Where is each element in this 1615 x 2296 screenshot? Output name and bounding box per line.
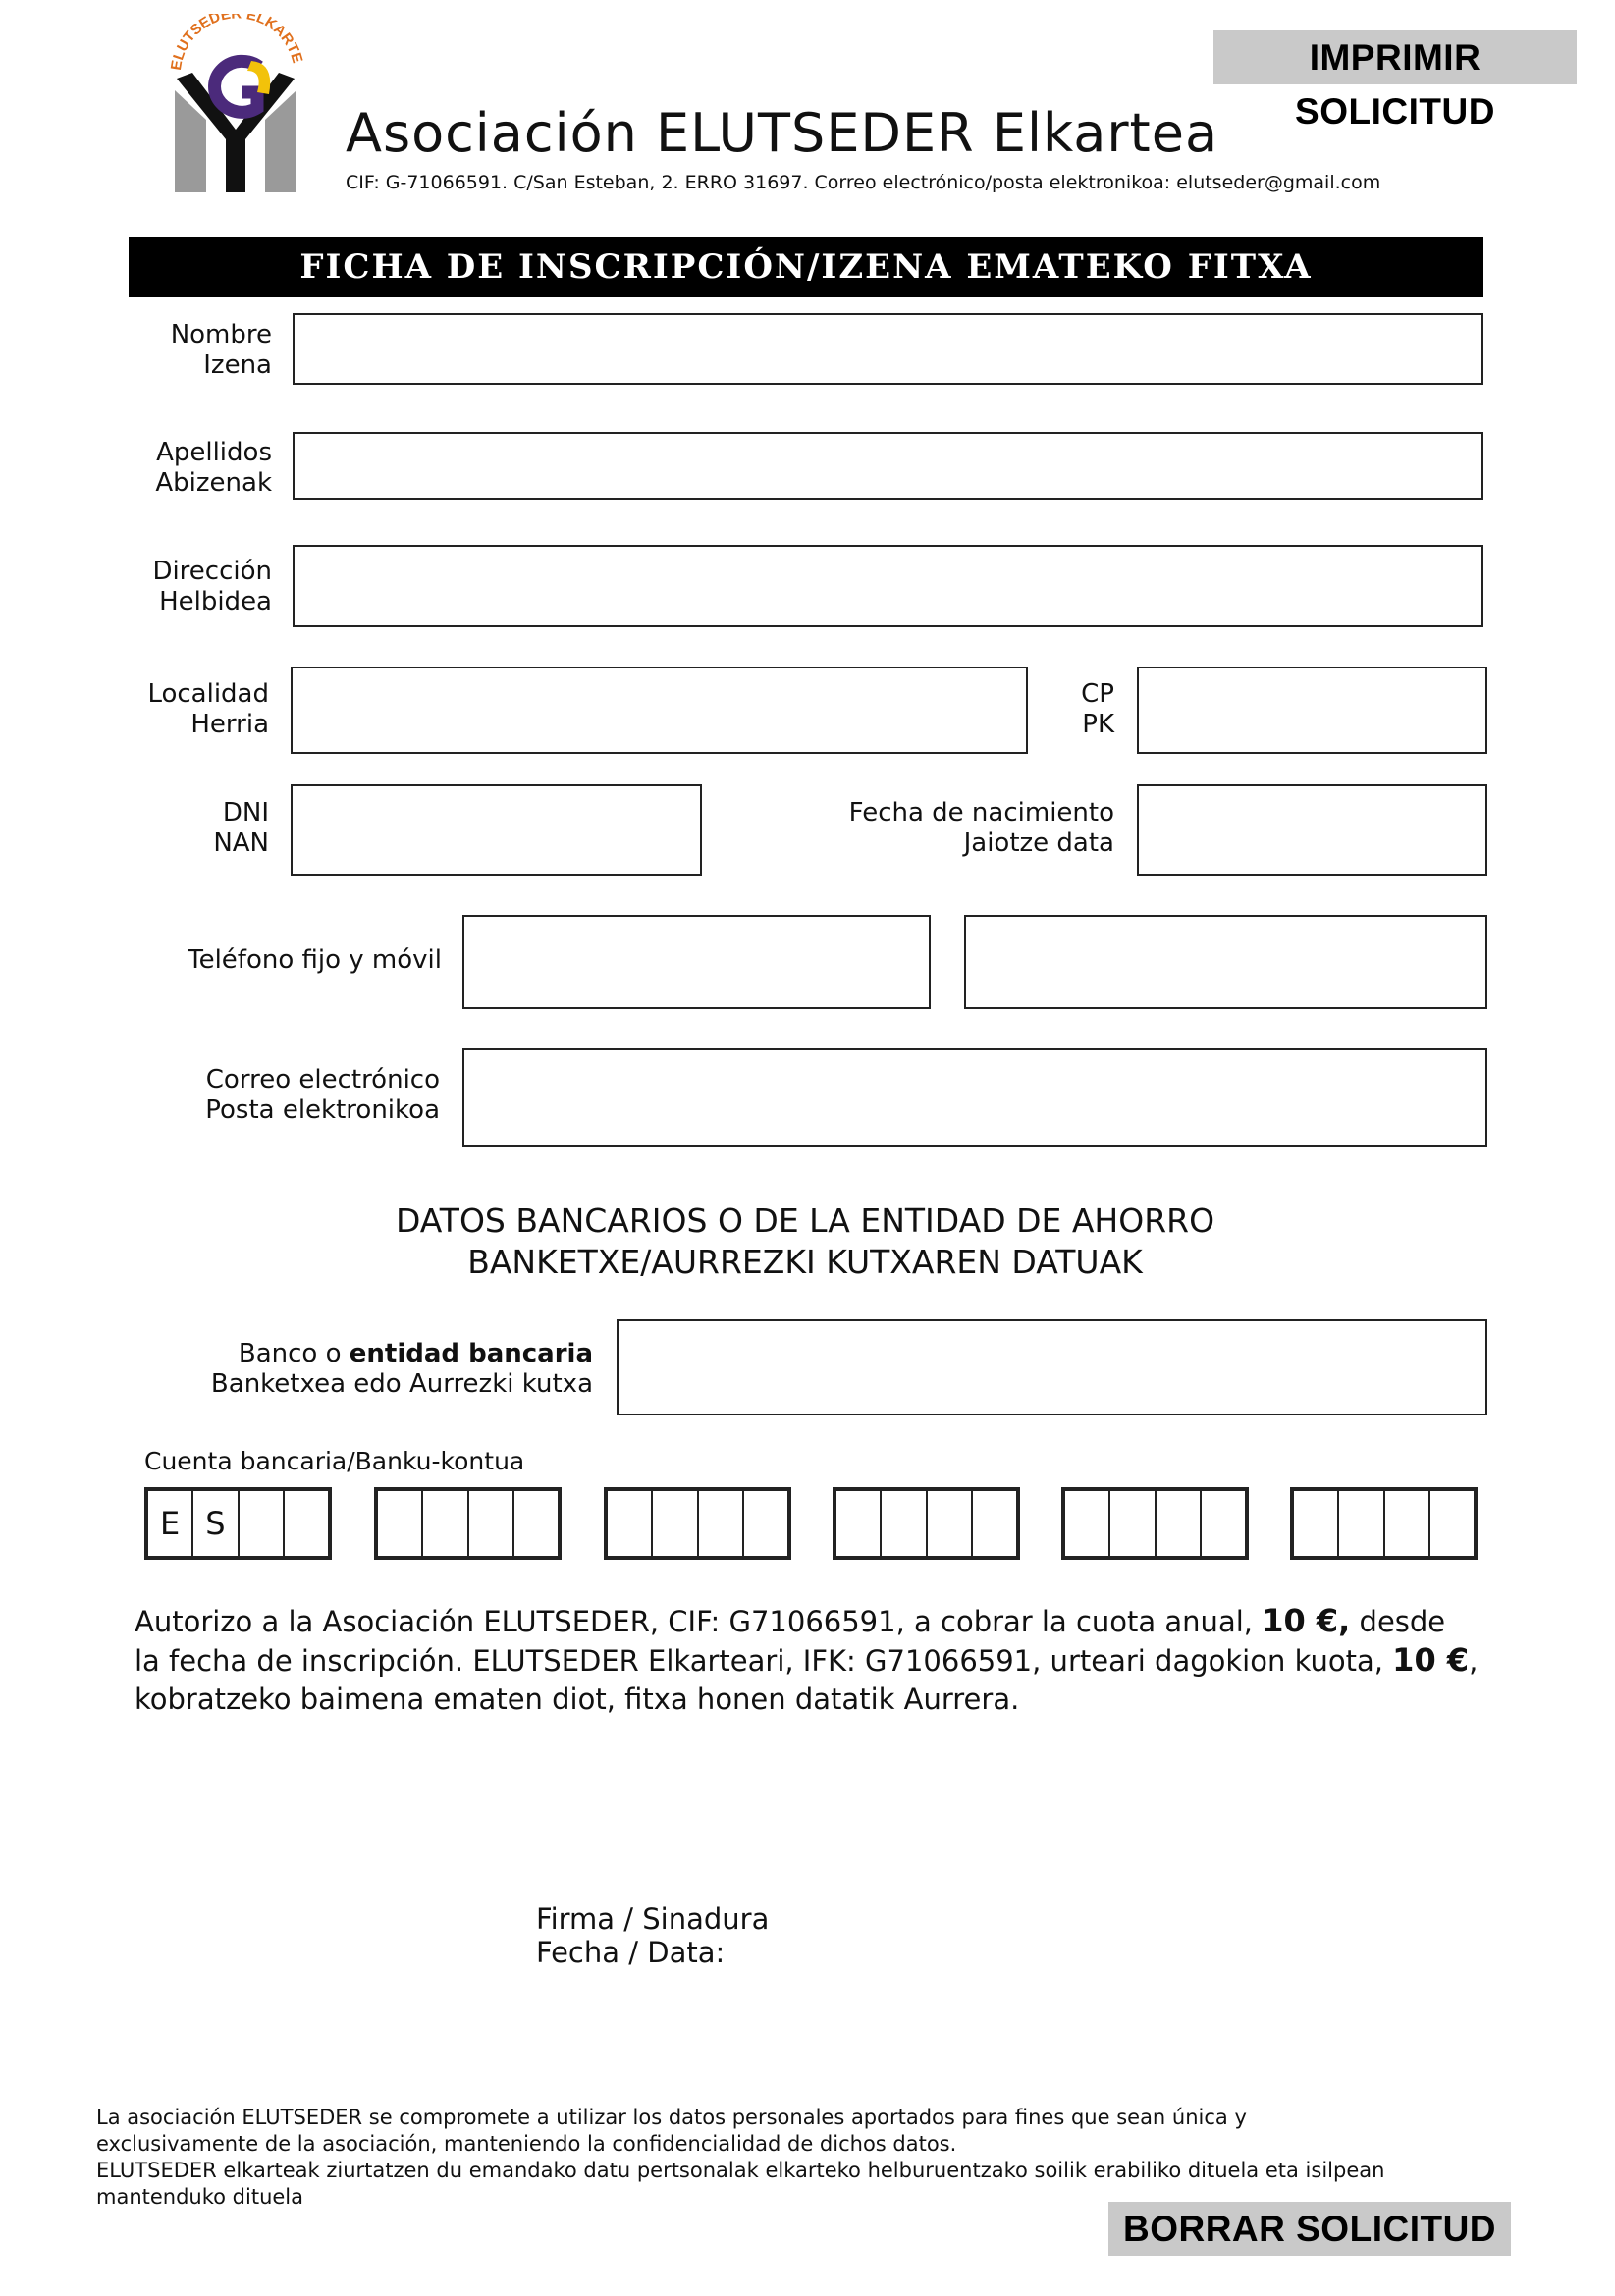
account-digit[interactable] xyxy=(1202,1491,1245,1556)
apellidos-field[interactable] xyxy=(293,432,1483,500)
account-group-2[interactable] xyxy=(374,1487,562,1560)
account-digit[interactable] xyxy=(1385,1491,1430,1556)
account-digit[interactable] xyxy=(699,1491,744,1556)
apellidos-label: Apellidos Abizenak xyxy=(155,438,272,498)
fecha-label: Fecha / Data: xyxy=(536,1936,726,1969)
signature-block xyxy=(536,1902,769,1969)
account-digit[interactable] xyxy=(744,1491,787,1556)
account-digit[interactable] xyxy=(285,1491,328,1556)
logo-arc-text: ELUTSEDE ELKARTE xyxy=(167,14,304,72)
localidad-label: Localidad Herria xyxy=(147,679,269,739)
fecha-nacimiento-label: Fecha de nacimiento Jaiotze data xyxy=(848,798,1114,858)
account-digit[interactable] xyxy=(973,1491,1016,1556)
correo-field[interactable] xyxy=(462,1048,1487,1147)
clear-request-button[interactable]: BORRAR SOLICITUD xyxy=(1108,2202,1511,2256)
account-digit[interactable] xyxy=(608,1491,653,1556)
correo-label: Correo electrónico Posta elektronikoa xyxy=(205,1065,440,1125)
bank-entity-field[interactable] xyxy=(617,1319,1487,1415)
account-digit[interactable] xyxy=(1157,1491,1202,1556)
privacy-notice: La asociación ELUTSEDER se compromete a utilizar los datos personales aportados para fines que sean única y exclusivamente de la asociación, manteniendo la confidencialidad de dichos datos. ELUTSEDER elkarteak ziurtatzen du emandako datu pertsonalak elkarteko helburuentzako soilik erabiliko dituela eta isilpean mantenduko dituela xyxy=(96,2106,1385,2209)
account-label: Cuenta bancaria/Banku-kontua xyxy=(144,1447,525,1475)
association-logo xyxy=(167,14,304,195)
account-digit[interactable] xyxy=(240,1491,285,1556)
account-group-1[interactable] xyxy=(144,1487,332,1560)
account-group-5[interactable] xyxy=(1061,1487,1249,1560)
bank-entity-label: Banco o entidad bancaria Banketxea edo Aurrezki kutxa xyxy=(210,1339,593,1399)
cp-field[interactable] xyxy=(1137,667,1487,754)
authorization-text: Autorizo a la Asociación ELUTSEDER, CIF: G71066591, a cobrar la cuota anual, 10 €, desde la fecha de inscripción. ELUTSEDER Elkarteari, IFK: G71066591, urteari dagokion kuota, 10 €, kobratzeko baimena ematen diot, fitxa honen datatik Aurrera. xyxy=(135,1602,1479,1716)
direccion-field[interactable] xyxy=(293,545,1483,627)
organization-info: CIF: G-71066591. C/San Esteban, 2. ERRO 31697. Correo electrónico/posta elektronikoa: elutseder@gmail.com xyxy=(346,172,1381,193)
print-request-button[interactable]: IMPRIMIR SOLICITUD xyxy=(1213,30,1577,84)
bank-heading-es: DATOS BANCARIOS O DE LA ENTIDAD DE AHORRO xyxy=(395,1201,1215,1240)
cp-label: CP PK xyxy=(1081,679,1114,739)
account-digit[interactable] xyxy=(514,1491,558,1556)
telefono-movil-field[interactable] xyxy=(964,915,1487,1009)
fecha-nacimiento-field[interactable] xyxy=(1137,784,1487,876)
account-group-6[interactable] xyxy=(1290,1487,1478,1560)
dni-label: DNI NAN xyxy=(213,798,269,858)
account-digit[interactable] xyxy=(1110,1491,1156,1556)
account-digit[interactable] xyxy=(1065,1491,1110,1556)
account-group-4[interactable] xyxy=(833,1487,1020,1560)
account-digit[interactable]: E xyxy=(148,1491,193,1556)
localidad-field[interactable] xyxy=(291,667,1028,754)
organization-name: Asociación ELUTSEDER Elkartea xyxy=(346,102,1219,164)
account-digit[interactable] xyxy=(378,1491,423,1556)
telefono-fijo-field[interactable] xyxy=(462,915,931,1009)
nombre-label: Nombre Izena xyxy=(170,320,272,380)
account-group-3[interactable] xyxy=(604,1487,791,1560)
account-digit[interactable] xyxy=(882,1491,927,1556)
account-digit[interactable] xyxy=(1294,1491,1339,1556)
dni-field[interactable] xyxy=(291,784,702,876)
nombre-field[interactable] xyxy=(293,313,1483,385)
telefono-label: Teléfono fijo y móvil xyxy=(188,945,442,975)
direccion-label: Dirección Helbidea xyxy=(152,557,272,616)
bank-heading-eu: BANKETXE/AURREZKI KUTXAREN DATUAK xyxy=(467,1243,1143,1281)
account-digit[interactable] xyxy=(836,1491,882,1556)
account-digit[interactable] xyxy=(928,1491,973,1556)
form-title: FICHA DE INSCRIPCIÓN/IZENA EMATEKO FITXA xyxy=(129,237,1483,297)
account-digit[interactable] xyxy=(423,1491,468,1556)
account-digit[interactable] xyxy=(469,1491,514,1556)
account-digit[interactable] xyxy=(1339,1491,1384,1556)
firma-label: Firma / Sinadura xyxy=(536,1902,770,1936)
account-digit[interactable] xyxy=(653,1491,698,1556)
account-digit[interactable] xyxy=(1430,1491,1474,1556)
account-digit[interactable]: S xyxy=(193,1491,239,1556)
